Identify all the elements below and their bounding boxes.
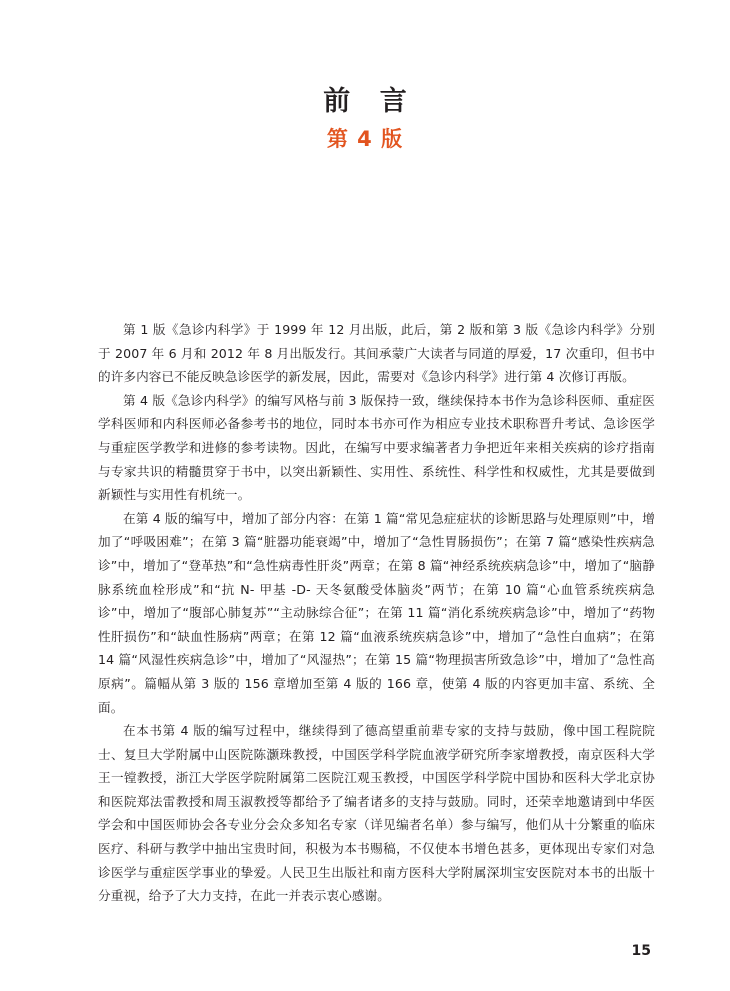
paragraph: 第 4 版《急诊内科学》的编写风格与前 3 版保持一致，继续保持本书作为急诊科医师、重症医学科医师和内科医师必备参考书的地位，同时本书亦可作为相应专业技术职称晋升考试、急诊医学与重症医学教学和进修的参考读物。因此，在编写中要求编著者力争把近年来相关疾病的诊疗指南与专家共识的精髓贯穿于书中，以突出新颖性、实用性、系统性、科学性和权威性，尤其是要做到新颖性与实用性有机统一。 <box>98 392 655 503</box>
preface-body <box>98 318 655 908</box>
page-title: 前 言 <box>323 86 417 117</box>
page-number: 15 <box>631 943 651 959</box>
title-block <box>0 84 730 154</box>
paragraph: 在第 4 版的编写中，增加了部分内容：在第 1 篇“常见急症症状的诊断思路与处理原则”中，增加了“呼吸困难”；在第 3 篇“脏器功能衰竭”中，增加了“急性胃肠损伤”；在第 7 篇“感染性疾病急诊”中，增加了“登革热”和“急性病毒性肝炎”两章；在第 8 篇“神经系统疾病急诊”中，增加了“脑静脉系统血栓形成”和“抗 N- 甲基 -D- 天冬氨酸受体脑炎”两节；在第 10 篇“心血管系统疾病急诊”中，增加了“腹部心肺复苏”“主动脉综合征”；在第 11 篇“消化系统疾病急诊”中，增加了“药物性肝损伤”和“缺血性肠病”两章；在第 12 篇“血液系统疾病急诊”中，增加了“急性白血病”；在第 14 篇“风湿性疾病急诊”中，增加了“风湿热”；在第 15 篇“物理损害所致急诊”中，增加了“急性高原病”。篇幅从第 3 版的 156 章增加至第 4 版的 166 章，使第 4 版的内容更加丰富、系统、全面。 <box>98 510 655 715</box>
paragraph: 第 1 版《急诊内科学》于 1999 年 12 月出版，此后，第 2 版和第 3 版《急诊内科学》分别于 2007 年 6 月和 2012 年 8 月出版发行。其间承蒙广大读者与同道的厚爱，17 次重印，但书中的许多内容已不能反映急诊医学的新发展，因此，需要对《急诊内科学》进行第 4 次修订再版。 <box>98 322 655 385</box>
paragraph: 在本书第 4 版的编写过程中，继续得到了德高望重前辈专家的支持与鼓励，像中国工程院院士、复旦大学附属中山医院陈灏珠教授，中国医学科学院血液学研究所李家增教授，南京医科大学王一镗教授，浙江大学医学院附属第二医院江观玉教授，中国医学科学院中国协和医科大学北京协和医院郑法雷教授和周玉淑教授等都给予了编者诸多的支持与鼓励。同时，还荣幸地邀请到中华医学会和中国医师协会各专业分会众多知名专家（详见编者名单）参与编写，他们从十分繁重的临床医疗、科研与教学中抽出宝贵时间，积极为本书赐稿，不仅使本书增色甚多，更体现出专家们对急诊医学与重症医学事业的挚爱。人民卫生出版社和南方医科大学附属深圳宝安医院对本书的出版十分重视，给予了大力支持，在此一并表示衷心感谢。 <box>98 723 655 904</box>
edition-subtitle: 第 4 版 <box>326 127 404 151</box>
